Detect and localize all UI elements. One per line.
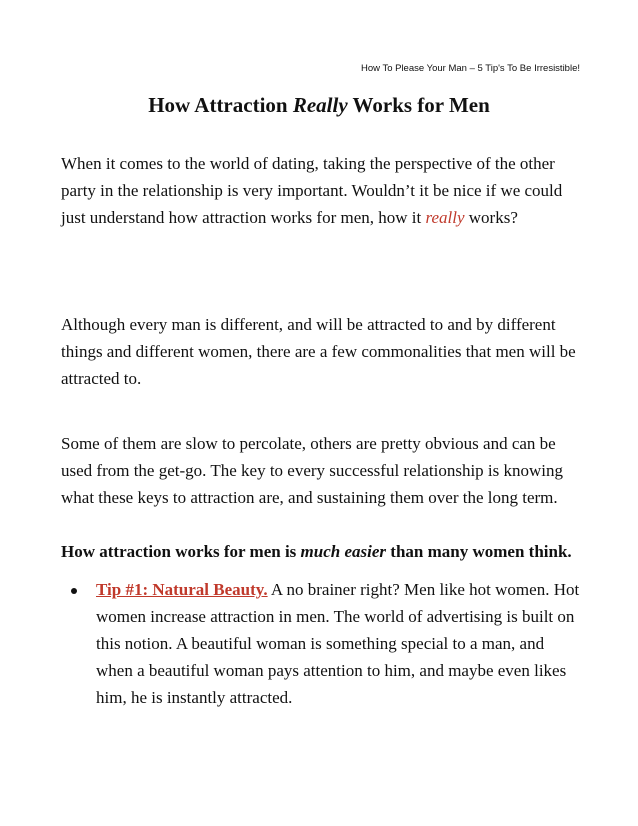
tip-body: A no brainer right? Men like hot women. Hot women increase attraction in men. The world of advertising is built on this notion. A beautiful woman is something special to a man, and when a beautiful woman pays attention to him, and maybe even likes him, he is instantly attracted. (96, 580, 580, 707)
intro-text: When it comes to the world of dating, taking the perspective of the other party in the relationship is very important. Wouldn’t it be nice if we could just understand how attraction works for men, how it (61, 154, 563, 227)
lead-statement (61, 538, 581, 565)
title-part-1: How Attraction (148, 93, 293, 117)
bullet-icon (71, 588, 77, 594)
intro-paragraph (61, 150, 581, 231)
title-part-2: Works for Men (347, 93, 490, 117)
title-emphasis: Really (292, 93, 348, 117)
tip-item (61, 576, 581, 711)
intro-end: works? (464, 208, 518, 227)
lead-part-2: than many women think. (386, 542, 572, 561)
tip-heading: Tip #1: Natural Beauty. (96, 580, 268, 599)
lead-part-1: How attraction works for men is (61, 542, 301, 561)
keys-paragraph: Some of them are slow to percolate, others are pretty obvious and can be used from the get-go. The key to every successful relationship is knowing what these keys to attraction are, and sustaining them over the long term. (61, 434, 564, 507)
commonalities-paragraph: Although every man is different, and will be attracted to and by different things and different women, there are a few commonalities that men will be attracted to. (61, 315, 576, 388)
running-header: How To Please Your Man – 5 Tip's To Be Irresistible! (360, 63, 580, 74)
intro-emphasis: really (425, 208, 465, 227)
lead-emphasis: much easier (300, 542, 387, 561)
page-title (0, 92, 638, 118)
tip-list (61, 576, 581, 711)
